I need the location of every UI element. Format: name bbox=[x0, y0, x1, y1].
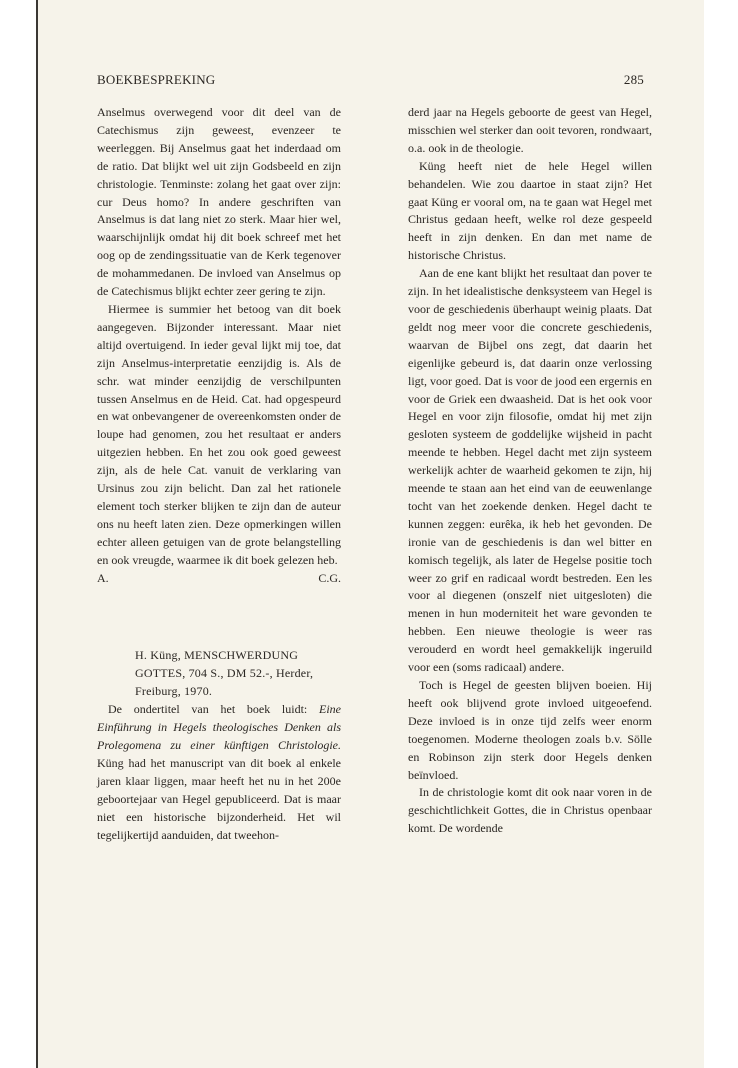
signature-initial: A. bbox=[97, 570, 109, 585]
reference-line: GOTTES, 704 S., DM 52.-, Herder, bbox=[135, 666, 314, 681]
paragraph: Hiermee is summier het betoog van dit boek aangegeven. Bijzonder interessant. Maar niet altijd overtuigend. In ieder geval lijkt mij toe, dat zijn Anselmus-interpretatie eenzijdig is. Als de schr. wat minder eenzijdig de verschilpunten tussen Anselmus en de Heid. Cat. had opgespeurd en wat onbevangener de overeenkomsten onder de loupe had genomen, zou het resultaat er anders uitgezien hebben. En het zou ook goed geweest zijn, als de hele Cat. vanuit de verklaring van Ursinus zou zijn belicht. Dan zal het rationele element toch sterker blijken te zijn dan de auteur ons nu heeft laten zien. Deze opmerkingen willen echter alleen getuigen van de grote belangstelling en ook vreugde, waarmee ik dit boek gelezen heb. bbox=[97, 301, 341, 567]
reviewer-initials: C.G. bbox=[318, 570, 341, 585]
review-signature bbox=[97, 570, 341, 588]
text-run: De ondertitel van het boek luidt: bbox=[108, 702, 319, 717]
running-header bbox=[97, 72, 644, 92]
text-run: Küng had het manuscript van dit boek al enkele jaren klaar liggen, maar heeft het nu in het 200e geboortejaar van Hegel gepubliceerd. Dat is maar niet een historische bijzonderheid. Het wil tegelijkertijd aanduiden, dat tweehon- bbox=[97, 755, 341, 842]
book-subtitle: Eine Einführung in Hegels theologisches Denken als Prolegomena zu einer künftigen Christologie. bbox=[97, 702, 341, 752]
section-title: BOEKBESPREKING bbox=[97, 72, 216, 87]
paragraph: Toch is Hegel de geesten blijven boeien. Hij heeft ook blijvend grote invloed uitgeoefend. Deze invloed is in onze tijd zelfs weer enorm toegenomen. Moderne theologen zoals b.v. Sölle en Robinson zijn sterk door Hegels denken beïnvloed. bbox=[408, 678, 652, 782]
paragraph: Anselmus overwegend voor dit deel van de Catechismus zijn geweest, evenzeer te weerleggen. Bij Anselmus gaat het inderdaad om de ratio. Dat blijkt wel uit zijn Godsbeeld en zijn christologie. Tenminste: zolang het gaat over zijn: cur Deus homo? In andere geschriften van Anselmus is dat lang niet zo sterk. Maar hier wel, waarschijnlijk omdat hij dit boek schreef met het oog op de zendingssituatie van de Kerk tegenover de mohammedanen. De invloed van Anselmus op de Catechismus blijkt echter zeer gering te zijn. bbox=[97, 105, 341, 299]
paragraph: Aan de ene kant blijkt het resultaat dan pover te zijn. In het idealistische denksysteem van Hegel is voor de geschiedenis überhaupt weinig plaats. Dat geldt nog meer voor die concrete geschiedenis, waarvan de Bijbel ons zegt, dat daarin het eigenlijke gebeurd is, dat daarin onze verlossing ligt, voor goed. Dat is voor de jood een ergernis en voor de Griek een dwaasheid. Dat is het ook voor Hegel en voor zijn filosofie, omdat hij met zijn gesloten systeem de goddelijke wijsheid in pacht meende te hebben. Hegel dacht met zijn systeem werkelijk achter de waarheid gekomen te zijn, hij meende te staan aan het eind van de eeuwenlange tocht van het zoekende denken. Hegel dacht te kunnen zeggen: eurêka, ik heb het gevonden. De ironie van de geschiedenis is dan wel bitter en komisch tegelijk, als later de Hegelse positie toch weer zo grif en radicaal wordt bestreden. Een les voor al diegenen (onszelf niet uitgesloten) die menen in hun moderniteit het ware gevonden te hebben. Een nieuwe theologie is weer ras verouderd en wordt heel gemakkelijk ingeruild voor een (soms radicaal) andere. bbox=[408, 266, 652, 675]
paragraph: derd jaar na Hegels geboorte de geest van Hegel, misschien wel sterker dan ooit tevoren, rondwaart, o.a. ook in de theologie. bbox=[408, 105, 652, 155]
paragraph bbox=[97, 701, 341, 844]
reference-line: H. Küng, MENSCHWERDUNG bbox=[135, 648, 299, 663]
paragraph: Küng heeft niet de hele Hegel willen behandelen. Wie zou daartoe in staat zijn? Het gaat Küng er vooral om, na te gaan wat Hegel met Christus gedaan heeft, welke rol deze gespeeld heeft in zijn denken. En dan met name de historische Christus. bbox=[408, 158, 652, 263]
book-reference bbox=[135, 647, 341, 701]
left-column bbox=[97, 104, 341, 844]
paragraph: In de christologie komt dit ook naar voren in de geschichtlichkeit Gottes, die in Christus openbaar komt. De wordende bbox=[408, 785, 652, 836]
page-number: 285 bbox=[623, 72, 644, 87]
reference-line: Freiburg, 1970. bbox=[135, 684, 213, 699]
right-column bbox=[408, 104, 652, 838]
